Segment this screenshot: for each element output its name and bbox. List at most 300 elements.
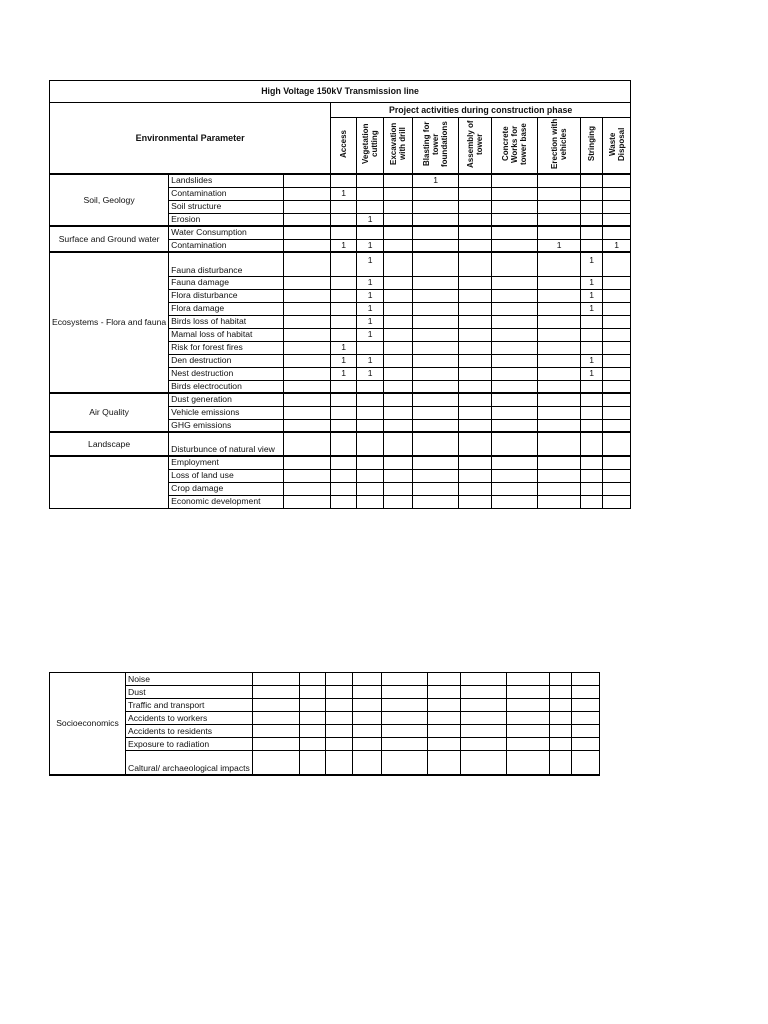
value-cell — [581, 393, 603, 406]
blank-cell — [284, 469, 331, 482]
blank-cell — [284, 393, 331, 406]
value-cell — [413, 315, 459, 328]
value-cell — [603, 174, 631, 187]
value-cell — [460, 673, 506, 686]
value-cell — [413, 187, 459, 200]
activity-label: Access — [339, 129, 349, 159]
parameter-cell: Loss of land use — [169, 469, 284, 482]
value-cell — [571, 725, 599, 738]
value-cell — [384, 302, 413, 315]
value-cell — [538, 289, 581, 302]
blank-cell — [284, 406, 331, 419]
value-cell — [492, 406, 538, 419]
blank-cell — [284, 432, 331, 456]
value-cell — [299, 751, 325, 775]
blank-cell — [252, 699, 299, 712]
value-cell — [384, 380, 413, 393]
parameter-cell: Mamal loss of habitat — [169, 328, 284, 341]
value-cell — [459, 328, 492, 341]
value-cell — [384, 239, 413, 252]
value-cell: 1 — [581, 276, 603, 289]
value-cell — [384, 406, 413, 419]
value-cell — [384, 252, 413, 276]
activity-column-header — [581, 118, 603, 175]
value-cell — [357, 341, 384, 354]
value-cell — [331, 469, 357, 482]
value-cell — [381, 738, 427, 751]
table-title: High Voltage 150kV Transmission line — [50, 81, 631, 103]
value-cell — [492, 174, 538, 187]
value-cell — [384, 200, 413, 213]
value-cell — [331, 213, 357, 226]
value-cell — [331, 432, 357, 456]
value-cell — [413, 406, 459, 419]
parameter-cell: Water Consumption — [169, 226, 284, 239]
value-cell — [506, 738, 549, 751]
value-cell — [352, 699, 381, 712]
value-cell — [549, 699, 571, 712]
value-cell — [384, 315, 413, 328]
blank-cell — [284, 200, 331, 213]
impact-matrix-continuation-table — [49, 672, 600, 776]
activity-column-header — [384, 118, 413, 175]
value-cell — [413, 469, 459, 482]
value-cell — [459, 252, 492, 276]
group-label: Surface and Ground water — [50, 226, 169, 252]
value-cell — [538, 213, 581, 226]
value-cell — [581, 200, 603, 213]
value-cell — [299, 712, 325, 725]
value-cell — [459, 226, 492, 239]
value-cell — [603, 456, 631, 469]
value-cell — [459, 495, 492, 508]
activity-label: Erection with vehicles — [550, 118, 569, 170]
value-cell — [581, 482, 603, 495]
value-cell: 1 — [331, 187, 357, 200]
activity-column-header — [357, 118, 384, 175]
value-cell — [413, 456, 459, 469]
value-cell — [549, 725, 571, 738]
parameter-cell: GHG emissions — [169, 419, 284, 432]
blank-cell — [284, 174, 331, 187]
parameter-cell: Erosion — [169, 213, 284, 226]
value-cell — [459, 393, 492, 406]
value-cell — [384, 354, 413, 367]
group-label: Landscape — [50, 432, 169, 456]
value-cell: 1 — [331, 354, 357, 367]
value-cell: 1 — [357, 213, 384, 226]
value-cell — [492, 341, 538, 354]
value-cell — [413, 276, 459, 289]
value-cell — [603, 302, 631, 315]
value-cell — [357, 469, 384, 482]
value-cell — [325, 686, 352, 699]
value-cell — [571, 738, 599, 751]
blank-cell — [284, 495, 331, 508]
value-cell — [571, 699, 599, 712]
value-cell — [506, 699, 549, 712]
value-cell — [603, 354, 631, 367]
value-cell — [459, 456, 492, 469]
value-cell — [384, 367, 413, 380]
value-cell — [352, 738, 381, 751]
value-cell — [384, 289, 413, 302]
parameter-cell: Noise — [126, 673, 253, 686]
value-cell — [427, 738, 460, 751]
parameter-cell: Flora disturbance — [169, 289, 284, 302]
value-cell — [331, 482, 357, 495]
value-cell — [603, 276, 631, 289]
value-cell — [459, 174, 492, 187]
value-cell — [325, 673, 352, 686]
blank-cell — [284, 289, 331, 302]
value-cell — [538, 469, 581, 482]
blank-cell — [284, 239, 331, 252]
value-cell — [352, 712, 381, 725]
value-cell — [352, 673, 381, 686]
value-cell — [581, 456, 603, 469]
blank-cell — [284, 380, 331, 393]
parameter-cell: Traffic and transport — [126, 699, 253, 712]
parameter-cell: Contamination — [169, 239, 284, 252]
value-cell — [538, 380, 581, 393]
parameter-cell: Crop damage — [169, 482, 284, 495]
value-cell — [381, 686, 427, 699]
value-cell — [549, 686, 571, 699]
value-cell: 1 — [603, 239, 631, 252]
value-cell — [492, 289, 538, 302]
value-cell — [581, 341, 603, 354]
value-cell — [331, 328, 357, 341]
blank-cell — [252, 725, 299, 738]
value-cell — [299, 699, 325, 712]
blank-cell — [284, 252, 331, 276]
value-cell — [459, 276, 492, 289]
value-cell: 1 — [357, 252, 384, 276]
value-cell: 1 — [357, 276, 384, 289]
value-cell — [603, 200, 631, 213]
blank-cell — [284, 328, 331, 341]
value-cell — [603, 252, 631, 276]
activity-label: Stringing — [587, 126, 597, 162]
value-cell — [603, 495, 631, 508]
value-cell — [460, 751, 506, 775]
value-cell — [357, 393, 384, 406]
value-cell: 1 — [413, 174, 459, 187]
value-cell — [357, 419, 384, 432]
value-cell — [492, 302, 538, 315]
value-cell — [492, 456, 538, 469]
activity-column-header — [492, 118, 538, 175]
parameter-cell: Disturbunce of natural view — [169, 432, 284, 456]
value-cell — [581, 174, 603, 187]
value-cell — [325, 725, 352, 738]
blank-cell — [284, 419, 331, 432]
blank-cell — [284, 315, 331, 328]
table-row — [50, 252, 631, 276]
impact-matrix-table — [49, 80, 631, 509]
value-cell — [413, 289, 459, 302]
table-row — [50, 738, 600, 751]
value-cell — [492, 328, 538, 341]
value-cell — [538, 200, 581, 213]
value-cell — [331, 289, 357, 302]
value-cell: 1 — [581, 367, 603, 380]
value-cell — [413, 252, 459, 276]
value-cell — [603, 289, 631, 302]
value-cell — [357, 456, 384, 469]
value-cell — [459, 482, 492, 495]
value-cell — [459, 432, 492, 456]
value-cell — [331, 302, 357, 315]
value-cell — [331, 393, 357, 406]
value-cell: 1 — [357, 239, 384, 252]
value-cell — [459, 419, 492, 432]
parameter-cell: Fauna disturbance — [169, 252, 284, 276]
value-cell — [413, 393, 459, 406]
activity-label: Waste Disposal — [607, 127, 626, 161]
value-cell — [460, 725, 506, 738]
value-cell — [413, 419, 459, 432]
value-cell — [492, 419, 538, 432]
value-cell — [427, 686, 460, 699]
value-cell — [538, 432, 581, 456]
parameter-cell: Birds electrocution — [169, 380, 284, 393]
activity-column-header — [538, 118, 581, 175]
value-cell — [413, 226, 459, 239]
value-cell — [352, 751, 381, 775]
table-row — [50, 393, 631, 406]
value-cell — [581, 226, 603, 239]
value-cell — [381, 673, 427, 686]
value-cell — [603, 482, 631, 495]
value-cell — [549, 712, 571, 725]
value-cell — [459, 213, 492, 226]
value-cell — [384, 469, 413, 482]
value-cell — [538, 341, 581, 354]
value-cell — [506, 686, 549, 699]
parameter-cell: Nest destruction — [169, 367, 284, 380]
blank-cell — [284, 456, 331, 469]
parameter-cell: Employment — [169, 456, 284, 469]
value-cell: 1 — [331, 367, 357, 380]
value-cell — [384, 328, 413, 341]
value-cell: 1 — [581, 354, 603, 367]
value-cell — [581, 213, 603, 226]
value-cell — [352, 686, 381, 699]
value-cell — [581, 495, 603, 508]
value-cell: 1 — [581, 289, 603, 302]
value-cell — [492, 354, 538, 367]
value-cell: 1 — [357, 367, 384, 380]
parameter-cell: Flora damage — [169, 302, 284, 315]
value-cell — [571, 686, 599, 699]
value-cell — [549, 738, 571, 751]
value-cell — [357, 174, 384, 187]
group-label: Socioeconomics — [50, 673, 126, 775]
value-cell — [459, 315, 492, 328]
value-cell — [384, 174, 413, 187]
value-cell — [603, 419, 631, 432]
parameter-cell: Fauna damage — [169, 276, 284, 289]
value-cell — [538, 252, 581, 276]
activity-label: Assembly of tower — [466, 120, 485, 168]
value-cell — [357, 406, 384, 419]
activity-column-header — [413, 118, 459, 175]
parameter-cell: Dust generation — [169, 393, 284, 406]
value-cell: 1 — [357, 354, 384, 367]
value-cell — [581, 187, 603, 200]
value-cell — [299, 686, 325, 699]
value-cell: 1 — [538, 239, 581, 252]
value-cell — [357, 482, 384, 495]
group-label — [50, 456, 169, 508]
parameter-cell: Economic development — [169, 495, 284, 508]
value-cell — [603, 226, 631, 239]
value-cell — [492, 367, 538, 380]
value-cell — [459, 200, 492, 213]
parameter-cell: Dust — [126, 686, 253, 699]
value-cell — [299, 725, 325, 738]
value-cell — [538, 187, 581, 200]
value-cell — [538, 354, 581, 367]
value-cell — [506, 751, 549, 775]
value-cell — [581, 315, 603, 328]
value-cell — [331, 174, 357, 187]
value-cell — [413, 354, 459, 367]
value-cell — [492, 393, 538, 406]
value-cell: 1 — [581, 252, 603, 276]
value-cell — [331, 495, 357, 508]
value-cell — [549, 751, 571, 775]
value-cell — [459, 469, 492, 482]
value-cell — [603, 213, 631, 226]
value-cell — [581, 419, 603, 432]
value-cell: 1 — [357, 289, 384, 302]
value-cell — [538, 276, 581, 289]
value-cell — [427, 673, 460, 686]
blank-cell — [284, 276, 331, 289]
value-cell — [427, 712, 460, 725]
value-cell — [413, 200, 459, 213]
value-cell — [384, 226, 413, 239]
value-cell — [325, 738, 352, 751]
value-cell — [492, 432, 538, 456]
activity-label: Blasting for tower foundations — [422, 121, 450, 167]
value-cell — [492, 226, 538, 239]
group-label: Soil, Geology — [50, 174, 169, 226]
value-cell — [492, 469, 538, 482]
value-cell — [603, 341, 631, 354]
value-cell — [538, 367, 581, 380]
value-cell — [331, 276, 357, 289]
value-cell — [459, 187, 492, 200]
group-label: Air Quality — [50, 393, 169, 432]
value-cell — [384, 393, 413, 406]
value-cell — [603, 432, 631, 456]
table-row — [50, 174, 631, 187]
value-cell — [384, 276, 413, 289]
table-row — [50, 432, 631, 456]
blank-cell — [252, 712, 299, 725]
table-row — [50, 699, 600, 712]
value-cell — [331, 315, 357, 328]
value-cell — [538, 495, 581, 508]
value-cell — [357, 226, 384, 239]
value-cell — [413, 328, 459, 341]
environmental-parameter-header: Environmental Parameter — [50, 103, 331, 175]
value-cell — [492, 380, 538, 393]
value-cell — [413, 367, 459, 380]
value-cell — [325, 699, 352, 712]
value-cell: 1 — [357, 302, 384, 315]
value-cell — [325, 751, 352, 775]
blank-cell — [284, 367, 331, 380]
value-cell — [581, 406, 603, 419]
value-cell — [331, 419, 357, 432]
value-cell — [459, 354, 492, 367]
value-cell — [571, 751, 599, 775]
parameter-cell: Accidents to residents — [126, 725, 253, 738]
blank-cell — [284, 482, 331, 495]
parameter-cell: Exposure to radiation — [126, 738, 253, 751]
value-cell — [427, 725, 460, 738]
value-cell — [603, 380, 631, 393]
value-cell — [581, 432, 603, 456]
value-cell — [413, 380, 459, 393]
parameter-cell: Caltural/ archaeological impacts — [126, 751, 253, 775]
value-cell — [492, 482, 538, 495]
value-cell — [413, 495, 459, 508]
value-cell — [299, 673, 325, 686]
value-cell — [384, 419, 413, 432]
value-cell — [492, 187, 538, 200]
blank-cell — [284, 187, 331, 200]
value-cell — [384, 495, 413, 508]
value-cell — [459, 239, 492, 252]
parameter-cell: Birds loss of habitat — [169, 315, 284, 328]
value-cell — [603, 469, 631, 482]
parameter-cell: Landslides — [169, 174, 284, 187]
value-cell — [581, 328, 603, 341]
value-cell — [571, 712, 599, 725]
value-cell — [581, 239, 603, 252]
blank-cell — [252, 738, 299, 751]
value-cell — [603, 367, 631, 380]
group-label: Ecosystems - Flora and fauna — [50, 252, 169, 393]
activities-header: Project activities during construction phase — [331, 103, 631, 118]
blank-cell — [252, 686, 299, 699]
parameter-cell: Vehicle emissions — [169, 406, 284, 419]
blank-cell — [252, 673, 299, 686]
value-cell — [538, 328, 581, 341]
value-cell — [384, 432, 413, 456]
value-cell — [331, 456, 357, 469]
value-cell — [538, 482, 581, 495]
parameter-cell: Soil structure — [169, 200, 284, 213]
parameter-cell: Accidents to workers — [126, 712, 253, 725]
value-cell — [381, 699, 427, 712]
blank-cell — [252, 751, 299, 775]
value-cell — [603, 187, 631, 200]
table-row — [50, 456, 631, 469]
value-cell — [492, 200, 538, 213]
value-cell — [460, 712, 506, 725]
activity-label: Vegetation cutting — [361, 123, 380, 165]
blank-cell — [284, 302, 331, 315]
value-cell — [506, 725, 549, 738]
value-cell — [384, 456, 413, 469]
